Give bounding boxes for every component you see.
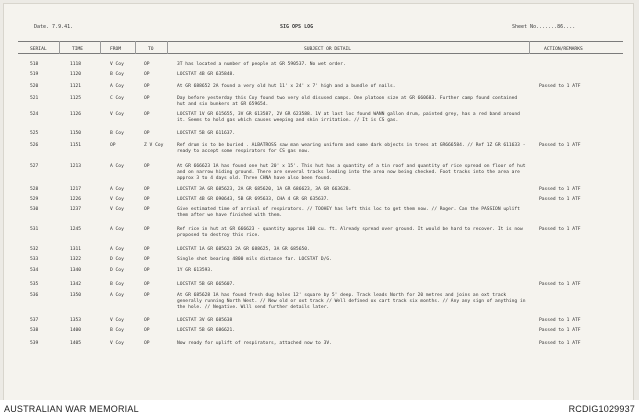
time-cell: 1353 [70,318,82,323]
time-cell: 1245 [70,227,82,232]
header-rule-bottom [18,53,623,54]
serial-cell: 533 [30,257,39,262]
to-cell: OP [144,268,150,273]
to-cell: OP [144,62,150,67]
from-cell: D Coy [110,257,124,262]
serial-cell: 520 [30,84,39,89]
from-cell: V Coy [110,62,124,67]
date-label: Date. 7.9.41. [34,24,74,30]
time-cell: 1151 [70,143,82,148]
to-cell: OP [144,293,150,298]
from-cell: A Coy [110,247,124,252]
time-cell: 1340 [70,268,82,273]
time-cell: 1125 [70,96,82,101]
from-cell: C Coy [110,96,124,101]
detail-cell: LOCSTAT 5B GR 611637. [177,131,236,136]
from-cell: V Coy [110,207,124,212]
time-cell: 1118 [70,62,82,67]
serial-cell: 526 [30,143,39,148]
col-header-to: TO [148,47,154,52]
to-cell: OP [144,187,150,192]
header-rule-top [18,41,623,42]
from-cell: A Coy [110,227,124,232]
time-cell: 1213 [70,164,82,169]
col-header-time: TIME [72,47,84,52]
time-cell: 1120 [70,72,82,77]
col-header-from: FROM [110,47,122,52]
footer-source: AUSTRALIAN WAR MEMORIAL [4,404,139,414]
time-cell: 1237 [70,207,82,212]
to-cell: OP [144,131,150,136]
action-cell: Passed to 1 ATF [539,227,581,232]
column-divider [100,41,101,54]
to-cell: OP [144,328,150,333]
serial-cell: 532 [30,247,39,252]
serial-cell: 529 [30,197,39,202]
serial-cell: 527 [30,164,39,169]
detail-cell: LOCSTAT 4B GR 690643, 5B GR 695633, CHA 4 GR GR 635637. [177,197,330,202]
from-cell: B Coy [110,131,124,136]
time-cell: 1400 [70,328,82,333]
from-cell: OP [110,143,116,148]
serial-cell: 538 [30,328,39,333]
to-cell: OP [144,257,150,262]
action-cell: Passed to 1 ATF [539,328,581,333]
serial-cell: 535 [30,282,39,287]
time-cell: 1311 [70,247,82,252]
detail-cell: LOCSTAT 5B GR 665607. [177,282,236,287]
detail-cell: LOCSTAT 1V GR 615655, 3V GR 613587, 2V GR 623588. 1V at last loc found WANN gallon drum, painted grey, has a red band around it. Seems to hold gas which causes weeping and skin irritation. // It is CS gas. [177,112,520,123]
detail-cell: Ref drum is to be buried . ALBATROSS saw man wearing uniform and some dark objects in trees at GR666584. // Ref 1Z GR 611633 - ready to accept some respirators for CS gas now. [177,143,526,154]
time-cell: 1342 [70,282,82,287]
detail-cell: At GR 685628 1A has found fresh dug holes 12' square by 5' deep. Track leads North for 20 metres and joins an oxt track generally running North West. // New old or oxt track // Well defined ox cart track six months. // Any any sign of anything in the hole. // Negative. Will send further details later. [177,293,526,310]
time-cell: 1405 [70,341,82,346]
action-cell: Passed to 1 ATF [539,318,581,323]
serial-cell: 530 [30,207,39,212]
detail-cell: Ref rice in hut at GR 666623 - quantity approx 100 cu. ft. Already spread over ground. It would be hard to recover. It is now proposed to destroy this rice. [177,227,523,238]
detail-cell: At GR 688652 2A found a very old hut 11' x 24' x 7' high and a bundle of nails. [177,84,396,89]
serial-cell: 521 [30,96,39,101]
to-cell: OP [144,282,150,287]
detail-cell: Single shot bearing 4800 mils distance far. LOCSTAT D/G. [177,257,332,262]
to-cell: Z V Coy [144,143,164,148]
from-cell: A Coy [110,164,124,169]
serial-cell: 539 [30,341,39,346]
time-cell: 1121 [70,84,82,89]
time-cell: 1350 [70,293,82,298]
from-cell: B Coy [110,328,124,333]
from-cell: A Coy [110,84,124,89]
serial-cell: 531 [30,227,39,232]
col-header-serial: SERIAL [30,47,47,52]
column-divider [167,41,168,54]
detail-cell: Now ready for uplift of respirators, attached now to 3V. [177,341,332,346]
from-cell: V Coy [110,341,124,346]
detail-cell: LOCSTAT 3V GR 685638 [177,318,233,323]
to-cell: OP [144,96,150,101]
from-cell: V Coy [110,197,124,202]
to-cell: OP [144,84,150,89]
from-cell: D Coy [110,268,124,273]
time-cell: 1150 [70,131,82,136]
time-cell: 1322 [70,257,82,262]
column-divider [59,41,60,54]
serial-cell: 518 [30,62,39,67]
serial-cell: 525 [30,131,39,136]
detail-cell: Day before yesterday this Coy found two very old disused camps. One platoon size at GR 660683. Further camp found contained hut and six bunkers at GR 659654. [177,96,518,107]
from-cell: A Coy [110,293,124,298]
to-cell: OP [144,247,150,252]
to-cell: OP [144,164,150,169]
serial-cell: 528 [30,187,39,192]
from-cell: V Coy [110,318,124,323]
col-header-subject: SUBJECT OR DETAIL [304,47,352,52]
log-sheet [4,4,633,400]
serial-cell: 524 [30,112,39,117]
to-cell: OP [144,227,150,232]
action-cell: Passed to 1 ATF [539,282,581,287]
to-cell: OP [144,207,150,212]
time-cell: 1226 [70,197,82,202]
detail-cell: 3T has located a number of people at GR 590537. No wet order. [177,62,346,67]
from-cell: A Coy [110,187,124,192]
to-cell: OP [144,197,150,202]
log-title: SIG OPS LOG [280,24,314,30]
to-cell: OP [144,341,150,346]
from-cell: V Coy [110,112,124,117]
from-cell: B Coy [110,282,124,287]
action-cell: Passed to 1 ATF [539,197,581,202]
column-divider [135,41,136,54]
column-divider [529,41,530,54]
detail-cell: 1Y GR 613593. [177,268,213,273]
detail-cell: LOCSTAT 3A GR 685623, 2A GR 685620, 1A GR 686623, 3A GR 663628. [177,187,352,192]
action-cell: Passed to 1 ATF [539,187,581,192]
to-cell: OP [144,72,150,77]
detail-cell: At GR 666623 1A has found one hut 20' x 15'. This hut has a quantity of a tin roof and quantity of rice spread on floor of hut and on narrow hiding ground. There are several tracks leading into the area now being checked. Foot tracks into the area are approx 3 to 4 days old. Three CHNA have also been found. [177,164,526,181]
sheet-number: Sheet No.......86.... [512,24,576,30]
detail-cell: LOCSTAT 1A GR 685623 2A GR 688625, 3A GR 685650. [177,247,310,252]
action-cell: Passed to 1 ATF [539,84,581,89]
from-cell: B Coy [110,72,124,77]
detail-cell: Give estimated time of arrival of respirators. // TOOHEY has left this loc to get them now. // Roger. Can the PASSION uplift them after we have finished with them. [177,207,520,218]
col-header-action: ACTION/REMARKS [544,47,583,52]
to-cell: OP [144,112,150,117]
serial-cell: 534 [30,268,39,273]
serial-cell: 536 [30,293,39,298]
footer-reference: RCDIG1029937 [568,404,635,414]
serial-cell: 519 [30,72,39,77]
action-cell: Passed to 1 ATF [539,143,581,148]
detail-cell: LOCSTAT 4B GR 635848. [177,72,236,77]
serial-cell: 537 [30,318,39,323]
to-cell: OP [144,318,150,323]
time-cell: 1126 [70,112,82,117]
action-cell: Passed to 1 ATF [539,341,581,346]
time-cell: 1217 [70,187,82,192]
detail-cell: LOCSTAT 5B GR 686621. [177,328,236,333]
